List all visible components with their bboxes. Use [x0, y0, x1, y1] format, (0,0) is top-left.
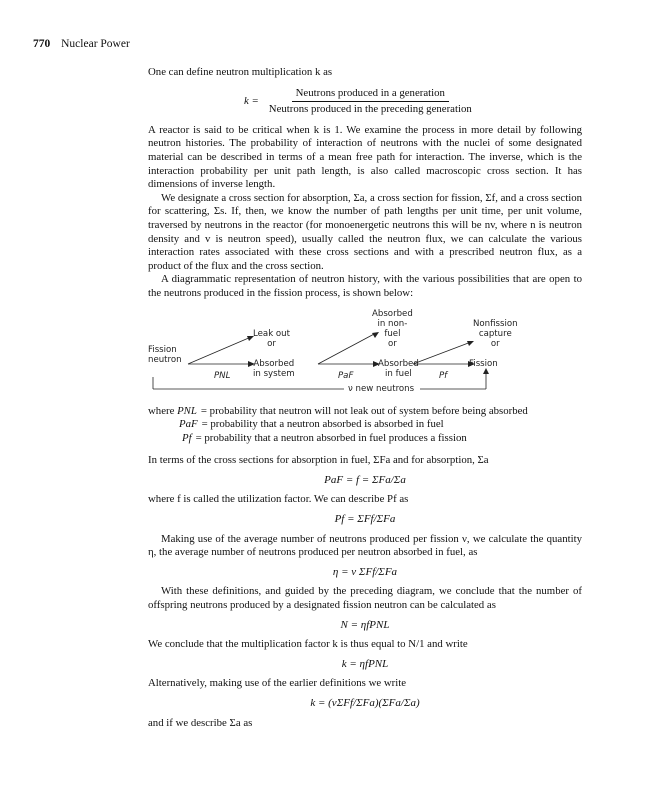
equation-eta: η = ν ΣFf/ΣFa	[332, 565, 398, 578]
equation-pf: Pf = ΣFf/ΣFa	[334, 513, 396, 526]
equation-n: N = ηfPNL	[340, 618, 390, 631]
label-nonfission-capture: Nonfission capture or	[473, 318, 518, 349]
running-title: Nuclear Power	[61, 38, 130, 50]
definition-symbol: PaF	[179, 418, 198, 431]
k-definition-fraction	[265, 87, 476, 117]
k-definition-lhs: k =	[244, 94, 259, 107]
page-number: 770	[33, 38, 51, 50]
eta-paragraph: Making use of the average number of neutrons produced per fission ν, we calculate the quantity η, the average number of neutrons produced per neutron absorbed in fuel, as	[148, 532, 582, 559]
label-p-f: Pf	[439, 370, 448, 381]
definition-prefix: where	[148, 404, 178, 417]
label-nu-new-neutrons: ν new neutrons	[348, 383, 415, 394]
label-fission-neutron: Fission neutron	[148, 344, 182, 365]
running-head	[33, 38, 130, 50]
definition-text: = probability that a neutron absorbed is absorbed in fuel	[201, 418, 444, 431]
equation-k-expanded: k = (νΣFf/ΣFa)(ΣFa/Σa)	[310, 697, 420, 709]
definition-symbol: PNL	[177, 404, 197, 417]
k-definition-denominator: Neutrons produced in the preceding generation	[268, 103, 472, 116]
critical-paragraph: A reactor is said to be critical when k is 1. We examine the process in more detail by following neutron histories. The probability of interaction of neutrons with the nuclei of some designated material can be described in terms of a mean free path for interaction. The inverse, which is the interaction probability per unit path length, is also called macroscopic cross section. It has dimensions of inverse length.	[148, 123, 582, 191]
label-absorbed-in-nonfuel: Absorbed in non- fuel or	[372, 308, 413, 349]
label-absorbed-in-system: Absorbed in system	[253, 358, 295, 379]
k-definition-numerator: Neutrons produced in a generation	[292, 87, 449, 103]
definition-text: = probability that a neutron absorbed in fuel produces a fission	[195, 431, 467, 444]
equation-k-eta: k = ηfPNL	[341, 657, 389, 670]
label-absorbed-in-fuel: Absorbed in fuel	[378, 358, 419, 379]
label-p-nl: PNL	[214, 370, 231, 381]
diagram-intro-paragraph: A diagrammatic representation of neutron history, with the various possibilities that are open to the neutrons produced in the fission process, is shown below:	[148, 273, 582, 299]
definition-row	[148, 418, 582, 432]
cross-section-paragraph: We designate a cross section for absorption, Σa, a cross section for fission, Σf, and a cross section for scattering, Σs. If, then, we know the number of path lengths per unit time, per unit volume, traversed by neutrons in the reactor (for monoenergetic neutrons this will be nv, where n is neutron density and v is neutron speed), usually called the neutron flux, we can calculate the various interaction rates associated with these cross sections and with a prescribed neutron flux, as a product of the flux and the cross section.	[148, 191, 582, 272]
probability-definitions	[148, 405, 582, 446]
definition-row	[148, 432, 582, 446]
definition-symbol: Pf	[182, 431, 192, 444]
label-leak-out: Leak out or	[253, 328, 290, 349]
k-definition-equation	[244, 87, 582, 117]
describe-paragraph: and if we describe Σa as	[148, 716, 253, 729]
conclusion-paragraph: We conclude that the multiplication factor k is thus equal to N/1 and write	[148, 638, 468, 651]
page-body	[148, 66, 582, 730]
utilization-paragraph: where f is called the utilization factor. We can describe Pf as	[148, 493, 409, 506]
definition-row	[148, 405, 582, 419]
intro-paragraph: One can define neutron multiplication k as	[148, 66, 333, 78]
equation-paf: PaF = f = ΣFa/Σa	[324, 473, 406, 486]
label-p-af: PaF	[338, 370, 354, 381]
offspring-paragraph: With these definitions, and guided by the preceding diagram, we conclude that the number of offspring neutrons produced by a designated fission neutron can be calculated as	[148, 585, 582, 612]
neutron-history-diagram	[148, 309, 582, 397]
cross-sections-paragraph: In terms of the cross sections for absorption in fuel, ΣFa and for absorption, Σa	[148, 454, 489, 467]
alternative-paragraph: Alternatively, making use of the earlier definitions we write	[148, 677, 407, 690]
definition-text: = probability that neutron will not leak out of system before being absorbed	[200, 404, 528, 417]
label-fission: Fission	[469, 358, 498, 369]
